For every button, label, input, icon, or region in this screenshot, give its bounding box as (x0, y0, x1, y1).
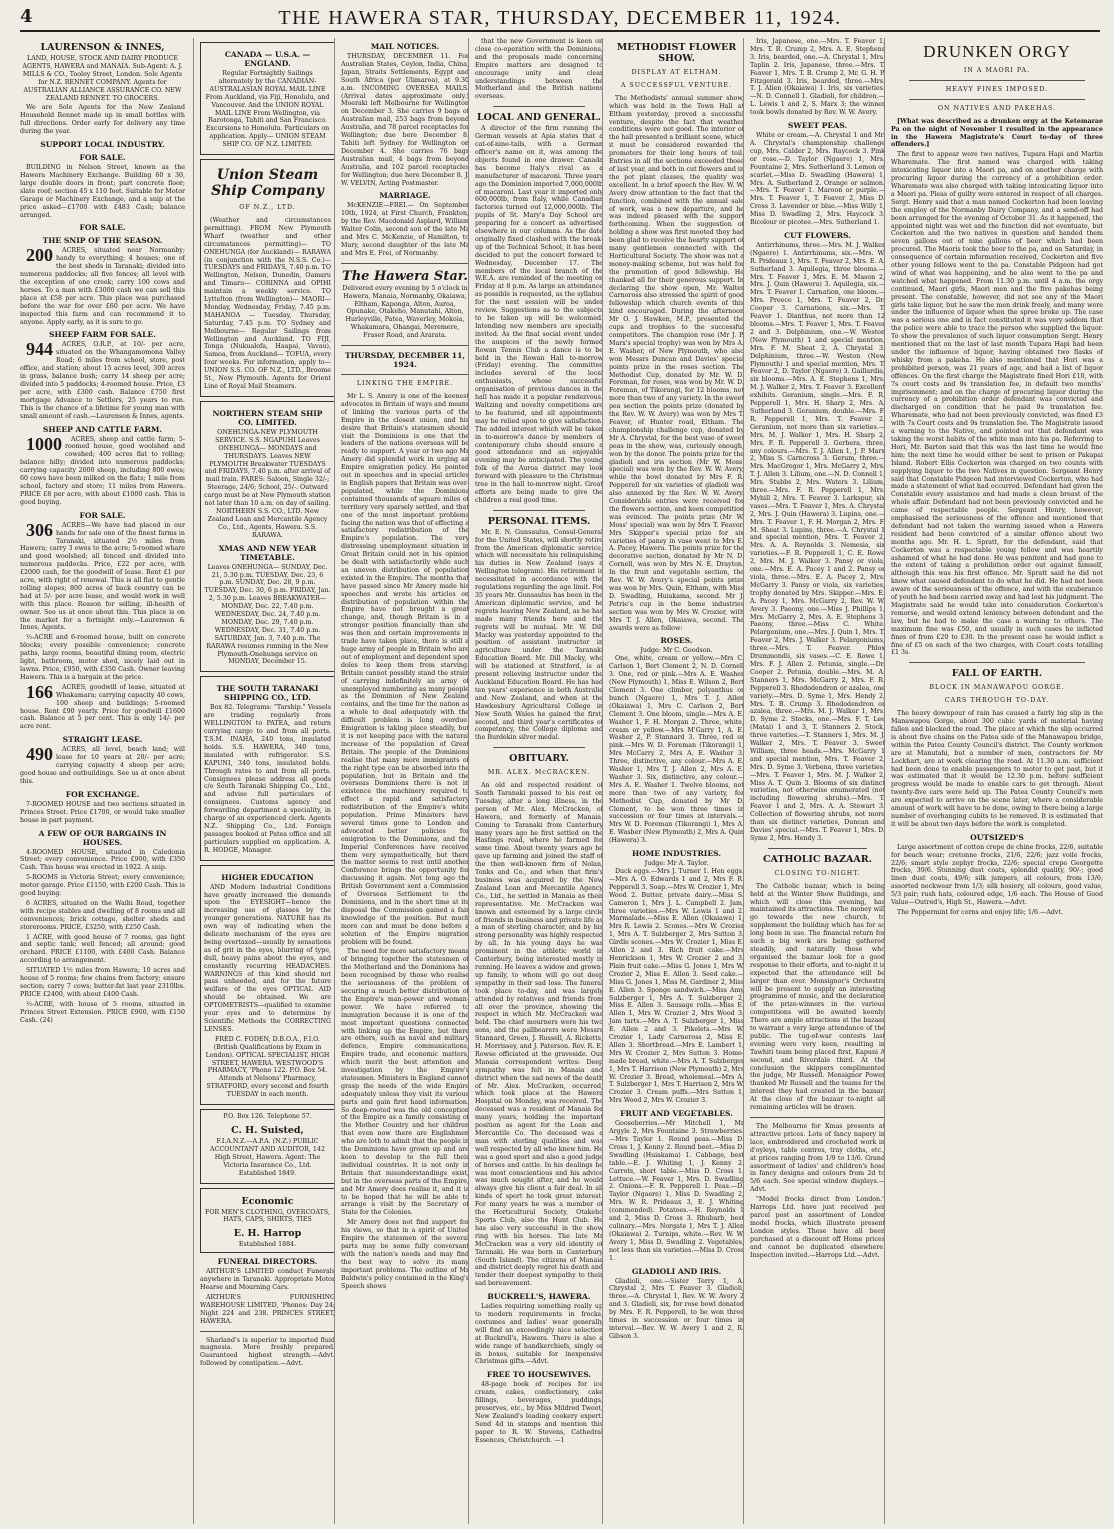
marriage-text: McKENZIE—FREI.— On September 10th, 1924, at First Church, Frankton, by the Rev. Macdonald Asplard, William Walter Colin, second son of the late Mr and Mrs C. McKenzie, of Hamilton, to Mary, second daughter of the late Mr and Mrs E. Frei, of Normanby. (341, 202, 469, 257)
fall-of-earth-heading: FALL OF EARTH. (951, 668, 1043, 680)
for-sale-heading-3: FOR SALE. (79, 510, 126, 520)
gladioli-iris-awards: Gladioli, one.—Sister Terry 1, A. Chrystal 2, Mrs T. Feaver 3. Gladioli, three.—A. Chrystal 1, Rev. W. W. Avery 2 and 3. Gladioli, six, for rose bowl donated by Mrs. F. R. Pepperell, to be won three times in succession or four times in interval.—Rev. W. W. Avery 1 and 2, R. Gibson 3. (609, 1277, 744, 1340)
fall-of-earth-sub-2: CARS THROUGH TO-DAY. (944, 697, 1050, 705)
acres-944-text: ACRES, O.R.P., at 10/- per acre, situated on the Whangamomona Valley Road; 6 miles from school, store, post office, and station; about 15 acres level, 300 acres in grass, balance bush; carry 14 sheep per acre; divided into 5 paddocks; 4-roomed house. Price, £3 per acre, with £300 cash. Balance £750 first mortgage Advance to Settlers, 25 years to run. This is the chance of a lifetime for young man with small amount of cash.—Laurenson & Innes, agents. (20, 341, 185, 420)
suisted-text: F.I.A.N.Z.—A.P.A. (N.Z.) PUBLIC ACCOUNTANT AND AUDITOR, 142 High Street, Hawera. Agent: The Victoria Insurance Co., Ltd. Established 1849. (210, 1137, 325, 1177)
exchange-heading: FOR EXCHANGE. (65, 789, 140, 799)
laurenson-heading: LAURENSON & INNES, (40, 42, 165, 53)
acres-306-text: ACRES—We have had placed in our hands for sale one of the finest farms in Taranaki, situated 2½ miles from Hawera; carry 3 ewes to the acre; 5-roomed whare and good woolshed; all fenced and divided into numerous paddocks. Price, £22 per acre, with £2000 cash, for the goodwill of lease. Rent £1 per acre, with right of renewal. This is all flat to gentle rolling slopes; 800 acres of back country can be had at 5/- per acre lease, and would work in well with this place. Reason for selling, ill-health of owner. See us at once about this. This place is on the market for a fortnight only.—Laurenson & Innes, Agents. (20, 521, 185, 632)
foden-text: FRED C. FODEN, D.B.O.A., F.I.O. (British Qualifications by Exam in London). OPTICAL SPECIALIST, HIGH STREET, HAWERA. WESTWOOD'S PHARMACY, 'Phone 122. P.O. Box 54. Attends at Nelsons' Pharmacy, STRATFORD, every second and fourth TUESDAY in each month. (205, 1035, 330, 1099)
obituary-heading: OBITUARY. (509, 753, 569, 765)
delivery-notice: Delivered every evening by 5 o'clock in Hawera, Manaia, Normanby, Okaiawa, Eltham, Kaponga, Alton, Auroa, Opunake, Otakeho, Manutahi, Alton, Hurleyville, Patea, Waverley, Mokoia, Whakamara, Ohangai, Meremere, Fraser Road, and Ararata. (342, 284, 468, 340)
personal-items-heading: PERSONAL ITEMS. (487, 515, 591, 527)
for-sale-heading-2: FOR SALE. (79, 223, 126, 233)
support-heading: SUPPORT LOCAL INDUSTRY. (40, 140, 165, 150)
cut-flowers-awards: Antirrhinums, three.—Mrs. M. J. Walker (Ngaere) 1. Antirrhinums, six.—Mrs. W. R. Prideaux 1, Mrs. T. Feaver 2, Mrs. E. A. Sutherland 3. Aquilegia, three blooms.—Mrs. T. Feaver 1, Mrs. E. M. Mason 2, Mrs. J. Quin (Hawera) 3. Aquilegia, six.—Mrs. T. Feaver 1. Carnation, one bloom.—Mrs. Preece 1, Mrs. T. Feaver 2, Dr. Cooper 3. Carnations, six.—Mrs. T. Feaver 1. Dianthus, not more than 12 blooms.—Mrs. T. Feaver 1, Mrs. T. Feaver 2 and 3. Delphinium, one.—W. Weston (New Plymouth) 1 and special mention, Mrs. F. M. Sheat 2, A. Chrystal 3. Delphinium, three.—W. Weston (New Plymouth) 1 and special mention, Mrs. T. Feaver 2, D. Taylor (Ngaere) 3. Gaillardia, six blooms.—Mrs. A. E. Stephens 1, Mrs. M. J. Walker 2, Mrs. T. Feaver 3. Excellent exhibits. Geranium, single.—Mrs. F. R. Pepperell 1, Mrs. H. Sharp 2, Mrs. A. Sutherland 3. Geranium, double.—Mrs. F. R. Pepperell 1, Mrs. T. Feaver 2. Geranium, not more than six varieties.—Mrs. M. J. Walker 1, Mrs. H. Sharp 2, Mrs. F. R. Pepperell 3. Gerbera, three, any colours.—Mrs. T. J. Allen 1, J. P. Marx 2, Miss S. Carncross 3. Gerum, three.—Mrs. MacGregor 1, Mrs. McGarry 2, Mrs. T. J. Allen 3. Lilium, one.—N. D. Connell 1, Mrs. Stubbs 2, Mrs. Waters 3. Lilium, three.—Mrs. F. R. Pepperell 1, Mrs. Myhill 2, Mrs. T. Feaver 3. Larkspur, six vases.—Mrs. T. Feaver 1, Mrs. A. Chrystal 2, Mrs. J. Quin (Hawera) 3. Lupins, one.—Mrs. T. Feaver 1, F. H. Morgan 2, Mrs. F. M. Sheat 3. Lupins, three.—A. Chrystal 1 and special mention, Mrs. T. Feaver 2, Mrs. A. A. Reynolds 3. Nemesia, six varieties.—F. R. Pepperell 1, C. E. Rowe 2, Mrs. M. J. Walker 3. Pansy or viola, one.—Mrs. E. A. Pacey 1 and 2. Pansy or viola, three.—Mrs. E. A. Pacey 2, Mrs. McGarry 3. Pansy or viola, six varieties, trophy donated by Mrs. Skipper.—Mrs. E. A. Pacey 1, Mrs. McGarry 2, Rev. W. W. Avery 3. Paeony, one.—Miss J. Phillips 1, Mrs. McGarry 2, Mrs. A. E. Stephens 3. Paeony, three.—Miss C. White. Pelargonium, one.—Mrs. J. Quin 1, Mrs. T. Feaver 2, Mrs. J. Walker 3. Pelargoniums, three.—Mrs. T. Feaver. Phlox Drummondii, six vases.—C. E. Rowe 1, Mrs. F. J. Allen 2. Petunia, single.—Dr. Cooper 2. Petunia, double.—Mrs. M. A. Stanners 1, Mrs. McGarry 2, Mrs. F. R. Pepperell 3. Rhododendron or azalea, one variety.—Mrs. D. Syme 1, Mrs. Hendy 2, Mrs. T. B. Crump 3. Rhododendron or azalea, three.—Mrs. M. J. Walker 1, Mrs. D. Syme 2. Stocks, one.—Mrs. F. T. Lee (Matai) 1 and 3, T. Stanners 2. Stock, three varieties.—T. Stanners 1, Mrs. M. J. Walker 2, Mrs. T. Feaver 3. Sweet William, three heads.—Mrs. McGarry 1 and special mention, Mrs. T. Feaver 2, Mrs. D. Syme 3. Verbena, three varieties.—Mrs. T. Feaver 1, Mrs. M. J. Walker 2, Miss A. T. Quin 3. Blooms of six distinct varieties, not otherwise enumerated (not including flowering shrubs).—Mrs. T. Feaver 1 and 2, Mrs. A. A. Stewart 3. Collection of flowering shrubs, not more than six distinct varieties, Duncan and Davies' special.—Mrs. T. Feaver 1, Mrs. D. Syme 2, Mrs. Hendy 3. (750, 241, 885, 842)
home-industries-heading: HOME INDUSTRIES. (632, 849, 721, 859)
obituary-text: An old and respected resident of South Taranaki passed to his rest on Tuesday, after a long illness, in the person of Mr. Alex. McCracken, of Hawera, and formerly of Manaia. Coming to Taranaki from Canterbury many years ago he first settled on the Hastings road, where he farmed for some time. About twenty years ago he gave up farming and joined the staff of the then well-known firm of Nolan, Tonks and Co., and when that firm's business was acquired by the New Zealand Loan and Mercantile Agency Co., Ltd., he settled in Manaia as their representative. Mr. McCracken was known and esteemed by a large circle of friends in business and private life as a man of sterling character, and by his strong personality was highly respected by all. In his young days he was prominent in the athletic world in Canterbury, being interested mostly in running. He leaves a widow and grown-up family, to whom will go out deep sympathy in their sad loss. The funeral took place to-day, and was largely attended by relatives and friends from all over the province, showing the respect in which Mr. McCracken was held. The chief mourners were his two sons, and the pallbearers were Messrs Stannard, Green, J. Russell, A. Ricketts, H. Morrissey, and J. Paterson. Rev. R. E. Rowse officiated at the graveside. Our Manaia correspondent writes: Deep sympathy was felt in Manaia and district when the sad news of the death of Mr. Alex. McCracken, occurred, which took place at the Hawera Hospital on Monday, was received. The deceased was a resident of Manaia for many years, holding the important position as agent for the Loan and Mercantile Co. The deceased was a man with sterling qualities and was well respected by all who knew him. He was a good sport and also a good judge of horses and cattle. In his dealings he was most conscientious and his advice was much sought after, and he would always give his client a fair deal. In all kinds of sport he took great interest. For many years he was a member of the Horticultural Society, Otakeho Sports Club, also the Hunt Club. He has also very successful in the show ring with his horses. The late Mr McCracken was a very old identity of Taranaki. He was born in Canterbury (South Island). The citizens of Manaia and district deeply regret his death and tender their deepest sympathy to their sad bereavement. (475, 782, 603, 1288)
acres-200-text: ACRES, situated near Normanby; handy to everything; 4 houses; one of the best sheds in Taranaki; divided into numerous paddocks; all five fences; all level with the exception of one creek; carry 100 cows and horses. To a man with £3000 cash we can sell this place at £58 per acre. This place was purchased before the war for over £60 per acre. We have inspected this farm and can recommend it to anyone. Apply early, as it is sure to go. (20, 247, 185, 326)
catholic-bazaar-sub: CLOSING TO-NIGHT. (774, 869, 861, 877)
fruit-vegetables-heading: FRUIT AND VEGETABLES. (620, 1109, 733, 1119)
acres-944-number: 944 (26, 339, 53, 360)
outred-ad: Large assortment of cotton crepe de chine frocks, 22/6, suitable for beach wear; cretonne frocks, 21/6, 22/6; jazz voile frocks, 22/6; smart style zephyr frocks, 22/6; special crepe Georgette frocks, 39/6. Stunning dust coats, splendid quality, 90/-; good linen dust coats, 49/6; silk jumpers, all colours, from 13/6; assorted neckwear from 1/3; silk hosiery, all colours, good value, 5/3 pair; rush hats, coloured edge, 1/6 each. The House of Good Value—Outred's, High St., Hawera.—Advt. (891, 843, 1103, 907)
canada-heading: CANADA — U.S.A. — ENGLAND. (224, 50, 311, 68)
catholic-bazaar-heading: CATHOLIC BAZAAR. (762, 853, 872, 865)
gladioli-iris-heading: GLADIOLI AND IRIS. (631, 1266, 722, 1276)
column-5 (602, 38, 744, 1524)
buckrell-text: Ladies requiring something really up to modern requirements in frocks, costumes and ladies' wear generally will find an exceedingly nice selection at Buckrell's, Hawera. There is also a wide range of handkerchiefs, singly or in boxes, suitable for inexpensive Christmas gifts.—Advt. (475, 1303, 603, 1366)
column-4 (468, 38, 603, 1524)
straight-lease-heading: STRAIGHT LEASE. (62, 735, 143, 745)
union-steam-text: (Weather and circumstances permitting). FROM New Plymouth Wharf (weather and other circumstances permitting)— TO ONEHUNGA (for Auckland)— RARAWA (in conjunction with the N.S.S. Co.)— TUESDAYS and FRIDAYS, 7.40 p.m. TO Wellington, Nelson, Dunedin, Oamaru and Timaru— CORINNA and OPIHI maintain a weekly service. TO Lyttelton (from Wellington)— MAORI—Monday, Wednesday, Friday, 7.45 p.m. MAHANOA — Tuesday, Thursday, Saturday, 7.45 p.m. TO Sydney and Melbourne— Regular Sailings from Wellington and Auckland. TO FIJI, Tonga (Nukualofa, Haapai, Vavau), Samoa, from Auckland— TOFUA, every four weeks. For information, apply to— UNION S.S. CO. OF N.Z., LTD., Broome St., New Plymouth. Agents for Orient Line of Royal Mail Steamers. (204, 216, 331, 390)
suisted-box-line: P.O. Box 126. Telephone 57. (223, 1113, 312, 1121)
hawera-star-logo: The Hawera Star. (342, 268, 468, 284)
bargain-1: 4-ROOMED HOUSE, situated in Caledonia Street; every convenience. Price £900, with £350 Cash. This house was erected in 1922. A snip. (20, 848, 185, 872)
union-steam-sub: OF N.Z., LTD. (239, 204, 296, 212)
bargain-5: SITUATED 1½ miles from Hawera; 10 acres and house of 5 rooms; few chains from factory; ensure section; carry 7 cows; butter-fat last year 2310lbs. PRICE £2400, with about £400 Cash. (20, 967, 185, 998)
suisted-name: C. H. Suisted, (231, 1124, 304, 1136)
acres-166-number: 166 (26, 681, 53, 702)
for-sale-heading-1: FOR SALE. (79, 153, 126, 163)
acres-166-text: ACRES, goodwill of lease, situated at Whakamara; carrying capacity 40 cows, 100 sheep and buildings; 5-roomed house. Rent £90 yearly. Price for goodwill £1600 cash. Balance at 5 per cent. This is only 14/- per acre rent. (20, 683, 185, 731)
acres-490-text: ACRES, all level, beach land; will lease for 10 years at 20/- per acre; carrying capacity 4 sheep per acre; good house and outbuildings. See us at once about this. (20, 746, 185, 785)
local-general-heading: LOCAL AND GENERAL. (476, 112, 601, 124)
flower-show-report: The Methodists' annual summer show, which was held in the Town Hall at Eltham yesterday, proved a successful venture, despite the fact that weather conditions were not good. The interior of the hall presented a brilliant scene, which it must be considered rewarded the promoters for their long hours of toil. Entries in all the sections exceeded those of last year, and both in cut flowers and in the pot plant classes, the quality was excellent. In a brief speech the Rev. W. W. Avery drew attention to the fact that the function, combined with the annual sale of work, was a new departure, and he was indeed pleased with the support forthcoming. When the suggestion of holding a show was first mooted they had been glad to receive the hearty support of many gentlemen connected with the Horticultural Society. The show was not a money-making scheme, but was held for the promotion of good fellowship. He thanked all for their generous support. In declaring the show open, Mr. Walter Carnoross also stressed the spirit of good fellowship which church events of this kind encouraged. During the afternoon Mr O. J. Hawken, M.P., presented the cups and trophies to the successful competitors. The champion rose (Mr J. P. Marx's special trophy) was won by Mrs A. E. Washer, of New Plymouth, who also won Messrs Duncan and Davies' special points prize in the roses section. The Methodist Cup, donated by Mr. W. D. Foreman, for roses, was won by Mr. W. D. Foreman, of Tikorangi, for 12 blooms, not more than two of any variety. In the sweet pea section the points prize (donated by the Rev. W. W. Avery) was won by Mrs T. Feaver, of Hunter road, Eltham. The championship challenge cup, donated by Mr A. Chrystal, for the best vase of sweet peas in the show, was, curiously enough, won by the donor. The points prize for the gladioli and iris section (Mr W. Moss' special) was won by the Rev. W. W. Avery, while the bowl donated by Mrs F. R. Pepperell for six varieties of gladioli was also annexed by the Rev. W. W. Avery. Considerable entries were received for the flowers section, and keen competition was evinced. The points prize (Mr W. Moss' special) was won by Mrs T. Feaver. Mrs Skipper's special prize for six varieties of pansy in vase went to Mrs E. A. Pacey, Hawera. The points prize for the decorative section, donated by Mr N. D. Cornell, was won by Mrs N. E. Drayton. In the fruit and vegetable section, the Rev. W. W. Avery's special points prize was won by Mrs. Quin, Eltham, with Miss D. Swadling, Huiakama, second. Mr J. Petrie's cup in the home industries section was won by Mrs W. Crozier, with Mrs T. J. Allen, Okaiawa, second. The awards were as follow: (609, 94, 744, 632)
south-taranaki-text: Box 82. Telegrams: "Tarship." Vessels are trading regularly from WELLINGTON to PATEA, and return carrying cargo to and from all ports. T.S.M. INAHA, 240 tons, insulated holds. S.S. HAWERA, 340 tons, insulated with refrigerator. S.S. KAPUNI, 340 tons, insulated holds. Through rates to and from all ports. Consignees please address all goods c/o South Taranaki Shipping Co., Ltd., and advise full particulars of consignees. Customs agency and forwarding department a speciality, in charge of an experienced clerk. Agents N.Z. Shipping Co., Ltd. Foreign passages booked at Patea office and all particulars supplied on application. A. R. HODGE, Manager. (204, 704, 331, 854)
obituary-subject: MR. ALEX. McCRACKEN. (487, 769, 591, 777)
harrop-ad (200, 1188, 335, 1254)
local-general-text: A director of the firm running the German vessels at Apia states that a cat-of-nine-tails, with a German officer's name on it, was among the objects found in one drawer. Canada has become Italy's rival as a manufacturer of macaroni. Three years ago the Dominion imported 7,000,000lb of macaroni. Last year it imported only 600,000lb, from Italy, while Canadian factories turned out 12,000,000lb. The pupils of St. Mary's Day School are preparing for a concert as advertised elsewhere in our columns. As the date originally fixed clashed with the break-up of the Technical School, it has been decided to put the concert forward to Wednesday, December 17. The members of the local branch of the W.E.A. are reminded of the meeting on Friday at 8 p.m. As large an attendance as possible is requested, as the syllabus for the next session will be under review. Suggestions as to the subjects to be taken up will be welcomed. Intending new members are specially invited. As the final social event under the auspices of the newly formed Rowan Tennis Club a dance is to be held in the Rowan Hall to-morrow (Friday) evening. The committee includes several of the local enthusiasts, whose successful organisation of previous dances in the hall has made it a popular rendezvous. Waltzing and novelty competitions are to be featured, and all appointments may be relied upon to give satisfaction. The added interest which will be taken in to-morrow's dance by members of contemporary clubs should ensure a good attendance and an enjoyable evening may be anticipated. The young folk of the Auroa district may look forward with pleasure to the Christmas tree in the hall to-morrow night. Great efforts are being made to give the children a real good time. (475, 125, 603, 504)
snip-heading: THE SNIP OF THE SEASON. (42, 236, 163, 246)
column-2 (193, 38, 335, 1524)
higher-education-text: AND Modern Industrial Conditions have greatly increased the demands upon the EYESIGHT—hence the increasing use of glasses by the younger generations. NATURE has its own way of indicating when the delicate mechanism of the eyes are being overtaxed—usually by sensations as of grit in the eyes, blurring of type, dull, heavy pains about the eyes, and constantly recurring HEADACHES. WARNINGS of this kind should not pass unheeded, and for the future welfare of the eyes OPTICAL AID should be obtained. We are OPTOMETRISTS—qualified to examine your eyes and to determine by Scientific Methods the CORRECTING LENSES. (204, 883, 331, 1033)
laurenson-intro: LAND, HOUSE, STOCK AND DAIRY PRODUCE AGENTS, HAWERA and MANAIA. Sub-Agent: A. J. MILLS & CO., Tooley Street, London. Sole Agents for N.Z. RENNET COMPANY. Agents for AUSTRALIAN ALLIANCE ASSURANCE CO. NEW ZEALAND RENNET. TO GROCERS. (22, 55, 183, 102)
peppermint-ad: The Peppermint for corns and enjoy life; 1/6.—Advt. (897, 909, 1064, 916)
page-number: 4 (20, 6, 33, 27)
roses-heading: ROSES. (660, 636, 693, 646)
housewives-text: 48-page book of recipes for ice cream, cakes, confectionery, cake fillings, beverages, puddings, preserves, etc., by Miss Mildred Tweet, New Zealand's leading cookery expert. Send 4d in stamps and mention this paper to R. W. Stevens, Cathedral Essences, Christchurch. —1 (475, 1381, 603, 1444)
northern-ad (200, 401, 335, 672)
bargains-heading: A FEW OF OUR BARGAINS IN HOUSES. (38, 828, 167, 847)
drunken-orgy-sub-1: IN A MAORI PA. (963, 67, 1031, 74)
acres-490-number: 490 (26, 744, 53, 765)
outred-heading: OUTSIZED'S (970, 832, 1024, 842)
iris-awards: Iris, Japanese, one.—Mrs. T. Feaver 1, Mrs. T. B. Crump 2, Mrs. A. E. Stephens 3. Iris, bearded, one.—A. Chrystal 1, Mrs. Taplin 2. Iris, Japanese, three.—Mrs. T. Feaver 1, Mrs. T. B. Crump 2, Mr. G. H. P. Fitzgerald 3. Iris, bearded, three.—Mrs. T. J. Allen (Okaiawa) 1. Iris, six varieties.—N. D. Connell 1. Gladioli, for children.—L. Lewis 1 and 2, S. Marx 3; the winner took bowls donated by Rev. W. W. Avery. (750, 38, 885, 117)
editorial-para-2: The need for more satisfactory means of bringing together the statesmen of the Motherland and the Dominions has been recognised by those who realise the seriousness of the problem of securing a much better distribution of the Empire's man-power and woman-power. We have referred to immigration because it is one of the most important questions connected with linking up the Empire, but there are others, such as naval and military defence, Empire communications, Empire trade, and economic matters, which merit the best attention and investigation by the Empire's statesmen. Ministers in England cannot grasp the needs of the wide Empire adequately unless they visit its various parts and gain first hand information. So deep-rooted was the old conception of the Empire as a family consisting of the Mother Country and her children that even now there are Englishmen who are loth to admit that the people in the Dominions have grown up and are keen to develop to the full their individual countries. It is not only in Britain that misunderstandings exist, but in the overseas parts of the Empire, and Mr Amery does realise it, and it is to be hoped that he will be able to arrange a visit by the Secretary of State for the Colonies. (341, 948, 469, 1217)
suisted-ad (200, 1109, 335, 1183)
fall-of-earth-report: The heavy downpour of rain has caused a fairly big slip in the Manawapou Gorge, about 300 cubic yards of material having fallen and blocked the road. The place at which the slip occurred is about five chains on the Patea side of the Manawapou bridge, within the Patea County Council's district. The County workmen are at Manutahi, but a number of men, contractors for Mr Lockhart, are at work clearing the road. At 11.30 a.m. sufficient had been done to enable passengers to motor to get past, but it was estimated that it would be 12.30 p.m. before sufficient progress would be made to enable cars to get through. About twenty-five cars were held up. The Patea County Council's men are expected to arrive on the scene later, where a considerable amount of work will have to be done, owing to there being a large number of overhanging cubits to be removed. It is estimated that it will be about two days before the work is completed. (891, 710, 1103, 828)
xmas-timetable: Leaves ONEHUNGA— SUNDAY, Dec. 21, 5.30 p.m. TUESDAY, Dec. 23, 6 p.m. SUNDAY, Dec. 28, 9 p.m. TUESDAY, Dec. 30, 6 p.m. FRIDAY, Jan. 2, 5.30 p.m. Leaves BREAKWATER— MONDAY, Dec. 22, 7.40 p.m. WEDNESDAY, Dec. 24, 7.40 p.m. MONDAY, Dec. 29, 7.40 p.m. WEDNESDAY, Dec. 31, 7.40 p.m. SATURDAY, Jan. 3, 7.40 p.m. The RARAWA resumes running in the New Plymouth-Onehunga service on MONDAY, December 15. (204, 563, 331, 666)
masthead (20, 6, 1100, 32)
fruit-vegetables-awards: Gooseberries.—Mr Mitchell 1, Mr Argyle 2, Mrs Fountaine 3. Strawberries.—Mrs Taylor 1. Round peas.—Miss D. Cross 1, J. Kenny 2. Round beet.—Miss D. Swadling (Huiakama) 1. Cabbage, best table.—E. J. Whiting 1, J. Kenny 2. Carrots, short table.—Miss D. Cross 1. Lettuce.—W. Feaver 1, Mrs. D. Swadling 2. Onions.—F. R. Pepperell 1. Peas.—D. Taylor (Ngaere) 1, Miss D. Swadling 2, Mrs. W. R. Prideaux 3, E. J. Whiting (commended). Potatoes.—H. Reynolds 1 and 2, Miss D. Cross 3. Rhubarb, best culinary.—Mrs. Norgate 1, Mrs T. J. Allen (Okaiawa) 2. Turnips, white.—Rev. W. W. Avery 1, Miss D. Swadling 2. Vegetables, not less than six varieties.—Miss D. Cross 1. (609, 1120, 744, 1262)
canada-ad (200, 42, 335, 155)
column-1 (20, 38, 185, 1524)
canada-text: Regular Fortnightly Sailings alternately by the CANADIAN-AUSTRALASIAN ROYAL MAIL LINE From Auckland, via Fiji, Honolulu, and Vancouver. And the UNION ROYAL MAIL LINE From Wellington, via Rarotonga, Tahiti and San Francisco. Excursions to Honolulu. Particulars on application. Apply— UNION STEAM SHIP CO. OF N.Z. LIMITED. (205, 70, 330, 149)
column-7 (884, 38, 1103, 1524)
buckrell-heading: BUCKRELL'S, HAWERA. (487, 1292, 591, 1302)
sharland-ad: Sharland's is superior to imported fluid magnesia. More freshly prepared. Guaranteed highest strength.—Advt. followed by constipation.—Advt. (200, 1336, 335, 1368)
sheep-farm-heading: SHEEP FARM FOR SALE. (49, 330, 156, 340)
editorial-continued: that the new Government is keen on close co-operation with the Dominions, and the proposals made concerning Empire matters are designed to encourage unity and clear understandings between the Motherland and the British nations overseas. (475, 38, 603, 101)
sweet-peas-heading: SWEET PEAS. (787, 121, 848, 131)
drunken-orgy-report: The first to appear were two natives, Tupara Hapi and Martin Wharemate. The first named was charged with taking intoxicating liquor into a Maori pa, and on another charge with procuring liquor during the currency of a prohibition order. Wharemate was also charged with taking intoxicating liquor into a Maori pa. Pleas of guilty were entered in respect of all charges. Sergt. Henry said that a man named Cockerton had been leaving the employ of the Normanby Dairy Company, and a send-off had been arranged for the evening of October 31. As it happened, the appointed night was wet and the function did not eventuate, but Cockerton and the two natives in question and handed them seven gallons out of nine gallons of beer which had been procured. The Maoris took the beer to the pa, and on Saturday, in consequence of certain information received, Cockerton and five other young fellows went to the pa. Constable Pidgeon had got wind of what was happening, and he also went to the pa and watched what happened. From 11.30 p.m. until 4 a.m. the orgy continued, Maori girls, Maori men and the five pakehas being present. The constable, however, did not see any of the Maori girls take liquor, but he saw the men drink freely, and many were under the influence of liquor when the spree broke up. The case was a serious one and in fact constituted it was very seldom that the police were able to trace the person who supplied the liquor. To show the prevalence of such liquor consumption Sergt. Henry mentioned that on the last of last month Tupara Hapi had been under the influence of liquor, having obtained two flasks of whisky from a pakeha. He also mentioned that Hori was a prohibited person, was 21 years of age, and had a list of liquor offences. On the first charge the Magistrate fined Hori £10, with 7s court costs and 9s translation fee, in default two months' imprisonment; and on the charge of procuring liquor during the currency of a prohibition order defendant was convicted and discharged on condition that he paid 9s translation fee. Wharemate, who had not been previously convicted, was fined £3 with 7s Court costs and 9s translation fee. The Magistrate issued a warning to the Native, and pointed out that defendant was taking the worst habits of the white man into his pa. Referring to Hori, Mr. Barton said that this was the last time he would fine him; the next time he would either be sent to prison or Pakapai Island. Robert Ellis Cockerton was charged on two counts with supplying liquor to the two Natives in question. Sergeant Henry said that Constable Pidgeon had interviewed Cockerton, who had made a statement of what had occurred. Defendant had given the Constable every assistance and had made a clean breast of the whole affair. Defendant had not been previously convicted and he came of respectable people. Sergeant Henry, however, emphasised the seriousness of the offence and mentioned that defendant had not taken the warning issued when a Hawera resident had been convicted of a similar offence about two months ago. Mr. H. L. Spratt, for the defendant, said that Cockerton was a respectable young fellow and was heartily ashamed of what he had done. He was penitent and had gone to the extent of taking a prohibition order out against himself, although this was his first offence. Mr. Spratt said he did not know what caused defendant to do what he did. He had not been aware of the seriousness of the offence, and with the exuberance of youth he had been carried away and had lost his judgment. The Magistrate said he would take into consideration Cockerton's remorse, and would extend leniency between defendant and the law, but he had to make the case a warning to others. The maximum fine was £50, and usually in such cases he inflicted fines of from £20 to £30. In the present case he would inflict a fine of £5 on each of the two charges, with Court costs totalling £1 3s. (891, 151, 1103, 657)
union-steam-ad (200, 159, 335, 397)
mail-notices-text: THURSDAY, DECEMBER 11. For Australian States, Ceylon, India, China, Japan, Straits Settlements, Egypt and South Africa (per Ulimaroa), at 9.30 a.m. INCOMING OVERSEA MAILS. (Arrival dates approximate only.) Moeraki left Melbourne for Wellington on December 3. She carries 9 bags of Australian mail, 253 bags from beyond Australia, and 78 parcel receptacles for Wellington; due here December 8. Tahiti left Sydney for Wellington on December 4. She carries 76 bags Australian mail, 4 bags from beyond Australia, and 102 parcel receptacles for Wellington; due here December 8. J. W. VELVIN, Acting Postmaster. (341, 53, 469, 187)
bargain-2: 5-ROOMS in Victoria Street; every convenience; motor garage. Price £1150, with £200 Cash. This is good buying. (20, 874, 185, 898)
higher-education-heading: HIGHER EDUCATION (221, 872, 314, 882)
northern-heading: NORTHERN STEAM SHIP CO. LIMITED. (212, 408, 323, 427)
editorial-para-3: Mr Amery does not find support for his views, so that in a spirit of United Empire the statesmen of the several parts may be some fully conversant with the nation's needs and may find the best way to solve its many important problems. The outline of Mr Baldwin's policy contained in the King's Speech shows (341, 1219, 469, 1290)
northern-text: ONEHUNGA-NEW PLYMOUTH SERVICE. S.S. NGAPUHI Leaves ONEHUNGA— MONDAYS and THURSDAYS. Leaves NEW PLYMOUTH Breakwater TUESDAYS and FRIDAYS, 7.40 p.m. after arrival of mail train. FARES: Saloon, Single 32/-; Steerage, 24/6; School, 25/-. Outward cargo must be at New Plymouth station not later than 10 a.m. on day of sailing. NORTHERN S.S. CO., LTD. New Zealand Loan and Mercantile Agency Co., Ltd., Agents, Hawera. S.S. RARAWA. (204, 428, 331, 539)
bargain-6: ½-ACRE, with house of 5 rooms, situated in Princes Street Extension. PRICE £900, with £150 Cash. (24) (20, 1000, 185, 1024)
funeral-heading: FUNERAL DIRECTORS. (217, 1257, 318, 1267)
acres-200-number: 200 (26, 245, 53, 266)
economic-text: FOR MEN'S CLOTHING, OVERCOATS, HATS, CAPS, SHIRTS, TIES (205, 1208, 330, 1224)
home-industries-judge: Judge: Mr A. Taylor. (644, 860, 709, 868)
xmas-heading: XMAS AND NEW YEAR TIMETABLE. (218, 543, 317, 562)
sweet-peas-awards: White or cream.—A. Chrystal 1 and Mr. A. Chrystal's championship challenge cup, Mrs. Calder 2, Mrs. Raycock 3. Pink or rose.—D. Taylor (Ngaere) 1, Mrs. Fountaine 2, Mrs. Sutherland 3. Lemon or scarlet.—Miss D. Swadling (Hawera) 1, Mrs. A. Sutherland 2. Orange or salmon.—Mrs. T. Feaver 1. Maroon or purple.—Mrs. T. Feaver 1, T. Feaver 2, Miss D. Cross 3. Lavender or blue.—Miss Willy 1, Miss D. Swadling 2, Mrs. Haycock 3. Bicolour or picotee.—Mrs. Sutherland 1. (750, 132, 885, 227)
drunken-orgy-sub-2: HEAVY FINES IMPOSED. (945, 85, 1049, 93)
column-6 (743, 38, 885, 1524)
arthur-furnishing-ad: ARTHUR'S FURNISHING WAREHOUSE LIMITED, 'Phones: Day 24; Night 224 and 238. PRINCES STREET, HAWERA. (200, 1293, 335, 1325)
acres-1000-number: 1000 (26, 433, 62, 454)
drunken-orgy-lede: [What was described as a drunken orgy at the Ketemarae Pa on the night of November 1 resulted in the appearance in the Hawera Magistrate's Court to-day of three offenders.] (891, 117, 1103, 149)
union-steam-logo: Union Steam Ship Company (211, 167, 324, 200)
newspaper-title: THE HAWERA STAR, THURSDAY, DECEMBER 11, 1924. (278, 7, 842, 29)
marriage-heading: MARRIAGE. (379, 191, 431, 201)
home-industries-awards: Duck eggs.—Mrs J. Turner 1. Hen eggs.—Mrs A. O. Edwards 1 and 2, Mrs F. R. Pepperell 3. Soap.—Mrs W. Crozier 1, Mrs Wood 2. Butter, private dairy.—Miss S. Cameron 1, Mrs J. L. Campbell 2. Jam, three varieties.—Mrs W. Lewis 1 and 2. Marmalade.—Miss E. Allen (Okaiawa) 1, Mrs R. Lewis 2. Scones.—Mrs W. Crozier 1, Mrs A. T. Sulzberger 2, Mrs Sutton 3. Girdle scones.—Mrs W. Crozier 1, Miss E. Allen 2 and 3. Rich fruit cake.—Mrs Henrickson 1, Mrs W. Crozier 2 and 3. Plain fruit cake.—Miss G. Jones 1, Mrs W. Crozier 2, Miss E. Allen 3. Seed cake.—Miss G. Jones 1, Miss M. Gardiner 2, Miss E. Allen 3. Sponge sandwich.—Miss Amy Sulzberger 1, Mrs A. T. Sulzberger 2, Miss E. Allen 3. Sausage rolls.—Miss E. Allen 1, Mrs W. Crozier 2, Mrs Wood 3. Jam tarts.—Mrs A. T. Sulzberger 1, Miss E. Allen 2 and 3. Pikelets.—Mrs W. Crozier 1, Lady Carneross 2, Miss E. Allen 3. Shortbread.—Mrs E. Lambert 1, Mrs W. Crozier 2, Mrs Sutton 3. Home-made bread, white.—Mrs A. T. Sulzberger 1, Mrs T. Harrison (New Plymouth) 2, Mrs W. Crozier 3. Bread, wholemeal.—Mrs A. T. Sulzberger 1, Mrs T. Harrison 2, Mrs W. Crozier 3. Cream puffs.—Mrs Sutton 1, Mrs Wood 2, Mrs W. Crozier 3. (609, 868, 744, 1105)
column-3 (334, 38, 469, 1524)
arthur-funeral-ad: ARTHUR'S LIMITED conduct Funerals anywhere in Taranaki. Appropriate Motor Hearse and Mourning Cars. (200, 1268, 335, 1292)
flower-show-sub-2: A SUCCESSFUL VENTURE. (620, 81, 733, 89)
bargain-4: 1 ACRE, with good house of 7 rooms, gas light and septic tank; well fenced; all around; good orchard. PRICE £1100, with £400 Cash. Balance according to arrangement. (20, 933, 185, 965)
fall-of-earth-sub-1: BLOCK IN MANAWAPOU GORGE. (929, 684, 1065, 692)
editorial-date: THURSDAY, DECEMBER 11, 1924. (344, 351, 466, 370)
building-ad: BUILDING in Nelson Street, known as the Hawera Machinery Exchange. Building 60 x 30, large double doors in front; part concrete floor; slate roof; section 45 x 110 feet. Suitable for Motor Garage or Machinery Exchange, and a snip at the price asked—£1700 with £483 Cash; balance arranged. (20, 164, 185, 219)
south-taranaki-heading: THE SOUTH TARANAKI SHIPPING CO., LTD. (216, 684, 319, 703)
flower-show-sub-1: DISPLAY AT ELTHAM. (631, 69, 722, 76)
drunken-orgy-heading: DRUNKEN ORGY (923, 42, 1071, 61)
harrop-name: E. H. Harrop (233, 1228, 302, 1240)
half-acre-ad: ½-ACRE and 6-roomed house, built on concrete blocks; every possible convenience; concrete paths, large rooms, beautiful dining room, electric light, bathroom, motor shed, nicely laid out in lawns. Price, £950, with £350 Cash. Owner leaving Hawera. This is a bargain at the price. (20, 634, 185, 681)
acres-306-number: 306 (26, 519, 53, 540)
harrop-established: Established 1884. (238, 1241, 297, 1249)
optometrist-ad (200, 865, 335, 1105)
harrops-ad: "Model frocks direct from London." Harrops Ltd. have just received per parcel post an assortment of London model frocks, which illustrate present London styles. These have all been purchased at a discount off Home prices and cannot be duplicated elsewhere. Inspection invited.—Harrops Ltd.—Advt. (750, 1196, 885, 1259)
economic-heading: Economic (241, 1195, 294, 1207)
housewives-heading: FREE TO HOUSEWIVES. (486, 1370, 592, 1380)
bargain-3: 6 ACRES, situated on the Waihi Road, together with recipe stables and dwelling of 8 rooms and all conveniences; brick cottage, shelter sheds and storerooms. PRICE, £3250, with £250 Cash. (20, 899, 185, 931)
cattle-farm-heading: SHEEP AND CATTLE FARM. (42, 424, 163, 434)
personal-items-text: Mr. E. N. Gunsaulus, Consul-General for the United States, will shortly retire from the American diplomatic service, which will necessitate his relinquishing his duties in New Zealand (says a Wellington telegram). His retirement is necessitated in accordance with the regulations regarding the age limit. For 35 years Mr. Gunsaulus has been in the American diplomatic service, and he regrets leaving New Zealand, as he has made many friends here and the regrets will be mutual. Mr. W. Dill Macky was yesterday appointed to the position of assistant instructor in agriculture under the Taranaki Education Board. Mr. Dill Macky, who will be stationed at Stratford, is at present relieving instructor under the Auckland Education Board. He has had ten years' experience in both Australia and New Zealand, and when at the Hawkesbury Agricultural College in New South Wales he gained the first, second, and third year's certificates of competency, the College diploma and the Burdekin silver medal. (475, 528, 603, 742)
grocers-text: We are Sole Agents for the New Zealand Household Rennet made up in small bottles with full directions. Order early for delivery any time during the year. (20, 104, 185, 136)
roses-judge: Judge: Mr C. Goodson. (640, 647, 713, 655)
cut-flowers-heading: CUT FLOWERS. (784, 230, 851, 240)
drunken-orgy-sub-3: ON NATIVES AND PAKEHAS. (937, 104, 1057, 112)
melbourne-ad: The Melbourne for Xmas presents at attractive prices. Lots of fancy napery in lace, embroidered and crocheted work in d'oyleys, table centres, tray cloths, etc., at prices ranging from 1/9 to 13/6. Grand assortment of ladies' and children's hose in fancy designs and colours from 2d to 5/6 each. See special window displays.—Advt. (750, 1123, 885, 1194)
linking-empire-heading: LINKING THE EMPIRE. (356, 380, 454, 388)
editorial-para-1: Mr L. S. Amery is one of the keenest advocates in Britain of ways and means of linking the various parts of the Empire in the closest union, and his desire that Britain's statesmen should visit the Dominions is one that the leaders of the nations overseas will be ready to support. A year or two ago Mr Amery did splendid work in urging an Empire emigration policy. He pointed out in speeches and in special articles in English papers that Britain was over-populated, while the Dominions contained thousands of square miles of territory very sparsely settled, and that one of the most important problems facing the nation was that of effecting a satisfactory redistribution of the Empire's population. The very distressing unemployment situation in Great Britain could not in his opinion be dealt with satisfactorily while such an uneven distribution of population existed in the Empire. The months that have passed since Mr Amery made his speeches and wrote his articles on distribution of population within the Empire have not brought a great change, and, though Britain is in a stronger position financially than she was then and certain improvements in trade have taken place, there is still a huge army of people in Britain who are out of employment and dependent upon doles to keep them from starving. Britain cannot possibly stand the strain of carrying indefinitely an army of unemployed numbering as many people as the Dominion of New Zealand contains, and the time for the nation as a whole to deal adequately with the difficult problem is long overdue. Emigration is taking place steadily, but it is not keeping pace with the natural increase of the population of Great Britain. The people of the Dominions realise that many more immigrants of the right type can be absorbed into the population, but in Britain and the overseas Dominions there is not in existence the machinery required to effect a rapid and satisfactory redistribution of the Empire's white population. Prime Ministers have several times gone to London and advocated better policies for emigration to the Dominions, and the Imperial Conferences have received them very sympathetically, but there the matter seems to rest until another Conference brings the opportunity for discussing it again. Not long ago the British Government sent a Commission of Overseas Settlement to the Dominions, and in the short time at its disposal the Commission gained a fair knowledge of the position. But much more can and must be done before a solution of the Empire migration problem will be found. (341, 393, 469, 946)
mail-notices-heading: MAIL NOTICES. (370, 42, 440, 51)
flower-show-heading: METHODIST FLOWER SHOW. (616, 42, 737, 64)
catholic-bazaar-text: The Catholic bazaar, which is being held at the Winter Show Buildings, and which will close this evening, has maintained its attractions. The money will go towards the new church, to supplement the building which has for so long been in use. The financial return for such a big work are being gathered steadily, and naturally those who organised the bazaar look for a good response to their efforts, and to-night it is expected that the attendance will be larger than ever. Monsignor's Orchestra will be present to supply an interesting programme of music, and the declaration of the prize-winners in the various competitions will be awaited keenly. There are ample attractions at the bazaar to warrant a very large attendance of the public. The tug-of-war contests last evening were very keen, resulting in Tawhiti team being placed first, Kapuni A second, and Riverdale third. At the conclusion the skippers complimented the judge, Mr Russell. Monsignor Power thanked Mr Russell and the teams for the interest they had created in the bazaar. At the close of the bazaar to-night all remaining articles will be drawn. (750, 882, 885, 1112)
acres-1000-text: ACRES, sheep and cattle farm; 5-roomed house, good woolshed and cowshed; 400 acres flat to rolling; balance hilly; divided into numerous paddocks; carrying capacity 2000 sheep, including 800 ewes; 60 cows have been milked on the flats; 1 mile from school, factory and store; 11 miles from Hawera. PRICE £8 per acre, with about £1000 cash. This is good buying. (20, 435, 185, 506)
south-taranaki-ad (200, 676, 335, 860)
exchange-ad: 7-ROOMED HOUSE and two sections situated in Princes Street. Price £1700, or would take smaller house in part payment. (20, 800, 185, 824)
roses-awards: One, white, cream or yellow.—Mrs C. Carlson 1, Bert Clement 2, N. D. Cornell 3. One, red or pink.—Mrs A. E. Washer (New Plymouth) 1, Miss E. Wilson 2, Bert Clement 3. One climber, polyanthus or bunch (Ngaere) 1, Mrs T. J. Allen (Okaiawa) 1, Mrs C. Carlson 2, Bert Clement 3. One bloom, single.—Mrs A. E. Washer 1, F. H. Morgan 2. Three, white, cream or yellow.—Mrs M'Garry 1, A. E. Washer 2, P. Stannard 3. Three, red or pink.—Mrs W. D. Foreman (Tikorangi) 1, Mrs McCarry 2, Mrs A. E. Washer 3. Three, distinctive, any colour.—Mrs A. E. Washer 1, Mrs T. J. Allen 2, Mrs A. E. Washer 3. Six, distinctive, any colour.—Mrs A. E. Washer 1. Twelve blooms, not more than two of any variety, for Methodist Cup, donated by Mr D. Clement, to be won three times in succession or four times at intervals.—Mrs W. D. Foreman (Tikorangi) 1, Mrs A. E. Washer (New Plymouth) 2, Mrs A. Quin (Hawera) 3. (609, 655, 744, 845)
